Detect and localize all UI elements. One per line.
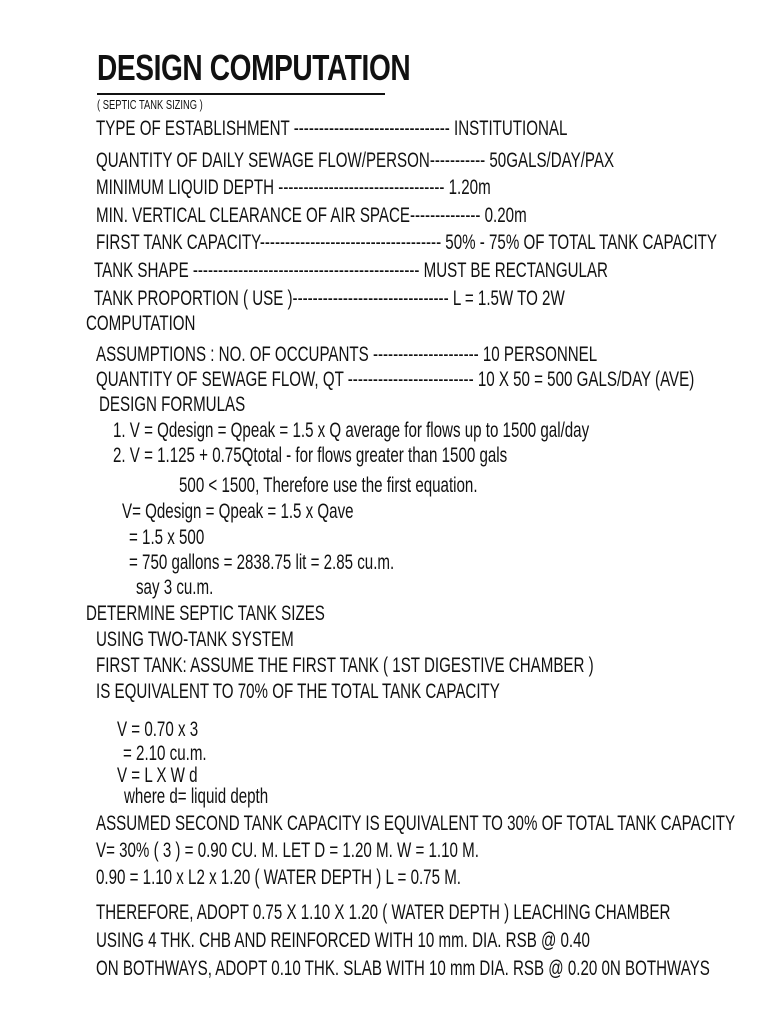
calc-second-tank-volume: V= 30% ( 3 ) = 0.90 CU. M. LET D = 1.20 M. W = 1.10 M.: [96, 839, 479, 862]
line-equation-choice: 500 < 1500, Therefore use the first equation.: [179, 474, 478, 497]
line-assumptions: ASSUMPTIONS : NO. OF OCCUPANTS --------------------- 10 PERSONNEL: [96, 343, 598, 366]
calc-second-tank-length: 0.90 = 1.10 x L2 x 1.20 ( WATER DEPTH ) L = 0.75 M.: [96, 866, 461, 889]
line-sewage-flow-qt: QUANTITY OF SEWAGE FLOW, QT ------------------------- 10 X 50 = 500 GALS/DAY (AVE): [96, 368, 695, 391]
heading-design-formulas: DESIGN FORMULAS: [99, 393, 246, 416]
line-adopt-chamber: THEREFORE, ADOPT 0.75 X 1.10 X 1.20 ( WATER DEPTH ) LEACHING CHAMBER: [96, 901, 671, 924]
heading-computation: COMPUTATION: [86, 312, 196, 335]
line-first-tank-percent: IS EQUIVALENT TO 70% OF THE TOTAL TANK CAPACITY: [96, 680, 500, 703]
calc-step-2: = 750 gallons = 2838.75 lit = 2.85 cu.m.: [129, 551, 395, 574]
heading-septic-tank-sizes: DETERMINE SEPTIC TANK SIZES: [86, 602, 325, 625]
line-chb-reinforcement: USING 4 THK. CHB AND REINFORCED WITH 10 mm. DIA. RSB @ 0.40: [96, 929, 590, 952]
title-underline: [97, 93, 385, 95]
calc-v-first-tank-result: = 2.10 cu.m.: [123, 742, 207, 765]
line-daily-sewage-flow: QUANTITY OF DAILY SEWAGE FLOW/PERSON----------- 50GALS/DAY/PAX: [96, 149, 615, 172]
line-second-tank-assume: ASSUMED SECOND TANK CAPACITY IS EQUIVALENT TO 30% OF TOTAL TANK CAPACITY: [96, 812, 736, 835]
line-establishment-type: TYPE OF ESTABLISHMENT ------------------------------- INSTITUTIONAL: [96, 117, 568, 140]
calc-v-qdesign: V= Qdesign = Qpeak = 1.5 x Qave: [122, 500, 354, 523]
line-tank-shape: TANK SHAPE --------------------------------------------- MUST BE RECTANGULAR: [94, 259, 608, 282]
calc-say-volume: say 3 cu.m.: [136, 576, 214, 599]
line-min-liquid-depth: MINIMUM LIQUID DEPTH --------------------------------- 1.20m: [96, 176, 491, 199]
line-two-tank-system: USING TWO-TANK SYSTEM: [96, 628, 294, 651]
calc-v-lwd: V = L X W d: [117, 764, 198, 787]
document-title: DESIGN COMPUTATION: [97, 47, 411, 88]
line-air-space-clearance: MIN. VERTICAL CLEARANCE OF AIR SPACE-------------- 0.20m: [96, 204, 527, 227]
formula-2: 2. V = 1.125 + 0.75Qtotal - for flows greater than 1500 gals: [113, 444, 508, 467]
line-tank-proportion: TANK PROPORTION ( USE )------------------------------- L = 1.5W TO 2W: [94, 287, 565, 310]
document-subtitle: ( SEPTIC TANK SIZING ): [97, 97, 203, 112]
calc-d-definition: where d= liquid depth: [124, 785, 269, 808]
line-first-tank-assume: FIRST TANK: ASSUME THE FIRST TANK ( 1ST DIGESTIVE CHAMBER ): [96, 654, 594, 677]
line-slab-reinforcement: ON BOTHWAYS, ADOPT 0.10 THK. SLAB WITH 10 mm DIA. RSB @ 0.20 0N BOTHWAYS: [96, 957, 710, 980]
calc-step-1: = 1.5 x 500: [129, 526, 205, 549]
line-first-tank-capacity: FIRST TANK CAPACITY------------------------------------ 50% - 75% OF TOTAL TANK CAPACITY: [96, 231, 717, 254]
calc-v-first-tank: V = 0.70 x 3: [117, 718, 199, 741]
formula-1: 1. V = Qdesign = Qpeak = 1.5 x Q average for flows up to 1500 gal/day: [113, 419, 590, 442]
